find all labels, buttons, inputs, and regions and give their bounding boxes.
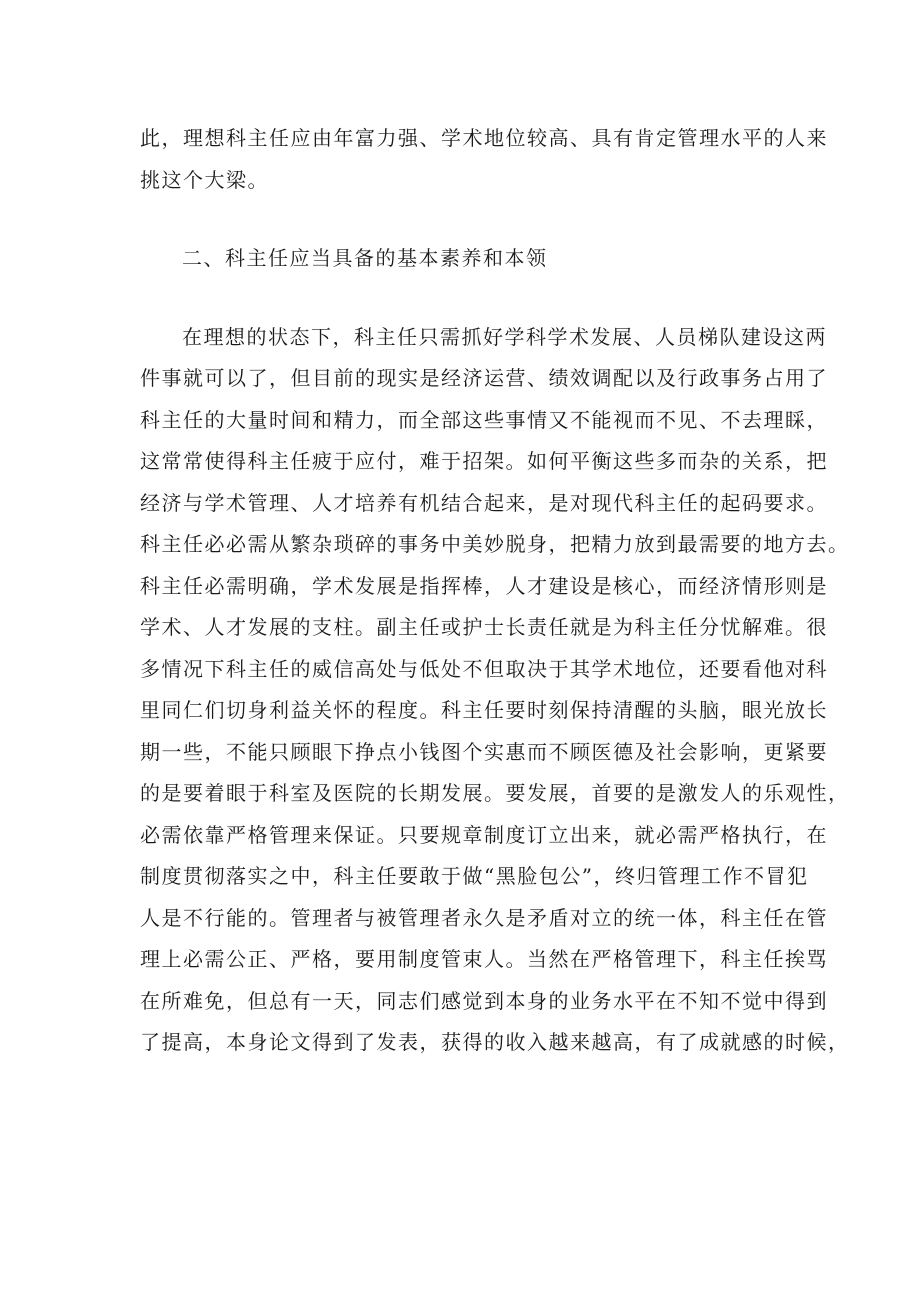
text-line: 件事就可以了，但目前的现实是经济运营、绩效调配以及行政事务占用了 — [140, 366, 828, 390]
text-line: 挑这个大梁。 — [140, 167, 269, 192]
text-line: 多情况下科主任的威信高处与低处不但取决于其学术地位，还要看他对科 — [140, 656, 828, 681]
section-heading-wrap — [140, 238, 800, 280]
text-line: 在所难免，但总有一天，同志们感觉到本身的业务水平在不知不觉中得到 — [140, 988, 828, 1013]
text-line: 期一些，不能只顾眼下挣点小钱图个实惠而不顾医德及社会影响，更紧要 — [140, 739, 828, 764]
section-heading: 二、科主任应当具备的基本素养和本领 — [182, 246, 548, 270]
text-line: 里同仁们切身利益关怀的程度。科主任要时刻保持清醒的头脑，眼光放长 — [140, 698, 828, 722]
text-line: 经济与学术管理、人才培养有机结合起来，是对现代科主任的起码要求。 — [140, 490, 828, 515]
text-line: 此，理想科主任应由年富力强、学术地位较高、具有肯定管理水平的人来 — [140, 126, 828, 150]
text-line: 了提高，本身论文得到了发表，获得的收入越来越高，有了成就感的时候， — [140, 1030, 850, 1054]
paragraph-body — [140, 317, 850, 1064]
paragraph-intro — [140, 118, 828, 201]
text-line: 科主任必需明确，学术发展是指挥棒，人才建设是核心，而经济情形则是 — [140, 573, 828, 598]
text-line: 的是要着眼于科室及医院的长期发展。要发展，首要的是激发人的乐观性， — [140, 781, 850, 805]
document-body — [140, 118, 850, 1064]
text-line: 理上必需公正、严格，要用制度管束人。当然在严格管理下，科主任挨骂 — [140, 947, 828, 971]
text-line: 学术、人才发展的支柱。副主任或护士长责任就是为科主任分忧解难。很 — [140, 615, 828, 639]
text-line: 人是不行能的。管理者与被管理者永久是矛盾对立的统一体，科主任在管 — [140, 905, 828, 930]
text-line: 必需依靠严格管理来保证。只要规章制度订立出来，就必需严格执行，在 — [140, 822, 828, 847]
text-line: 科主任必必需从繁杂琐碎的事务中美妙脱身，把精力放到最需要的地方去。 — [140, 532, 850, 556]
text-line: 在理想的状态下，科主任只需抓好学科学术发展、人员梯队建设这两 — [182, 324, 827, 349]
text-line: 这常常使得科主任疲于应付，难于招架。如何平衡这些多而杂的关系，把 — [140, 449, 828, 473]
text-line: 制度贯彻落实之中，科主任要敢于做“黑脸包公”，终归管理工作不冒犯 — [140, 864, 809, 888]
text-line: 科主任的大量时间和精力，而全部这些事情又不能视而不见、不去理睬， — [140, 407, 828, 432]
